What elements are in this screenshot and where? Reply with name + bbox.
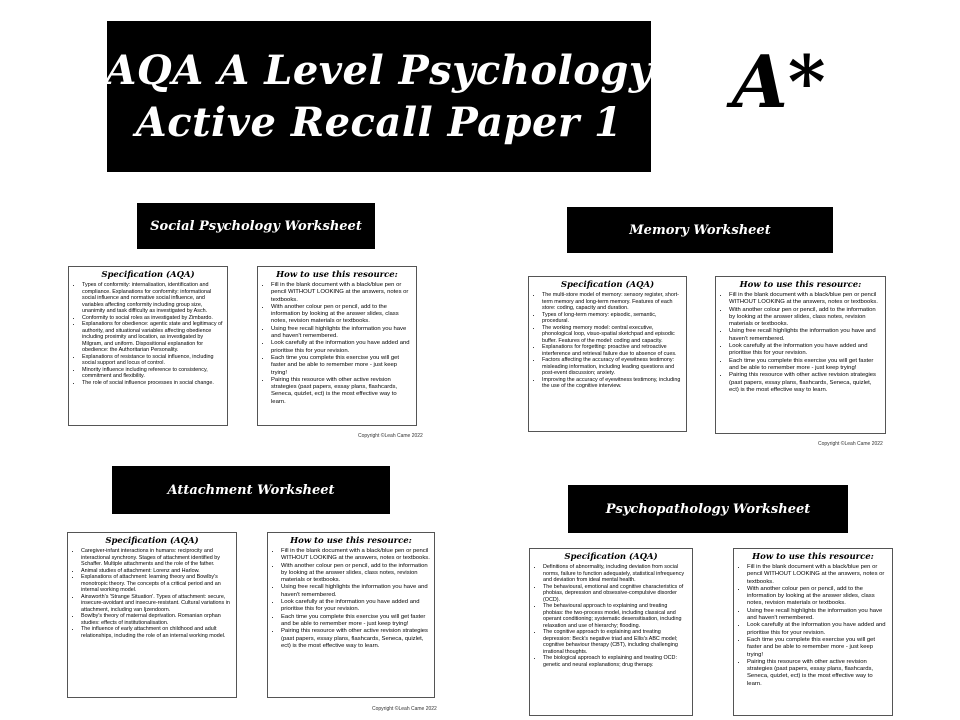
spec-item: • Explanations of attachment: learning theory and Bowlby's monotropic theory. The concepts of a critical period and an internal working model. [81, 574, 232, 594]
howto-item: • Fill in the blank document with a black/blue pen or pencil WITHOUT LOOKING at the answers, notes or textbooks. [729, 292, 881, 307]
social-spec-list [73, 282, 223, 386]
title-line-1: AQA A Level Psychology [105, 46, 653, 94]
howto-item: • Pairing this resource with other active revision strategies (past papers, essay plans, flashcards, Seneca, quizlet, ect) is the most effective way to learn. [747, 659, 888, 688]
howto-item: • With another colour pen or pencil, add to the information by looking at the answer slides, class notes, revision materials or textbooks. [747, 586, 888, 608]
spec-item: • The role of social influence processes in social change. [82, 380, 223, 387]
social-howto-card [257, 266, 417, 426]
attachment-copyright: Copyright ©Leah Came 2022 [372, 706, 437, 712]
attachment-howto-list [272, 548, 430, 650]
psychopathology-howto-heading: How to use this resource: [752, 552, 874, 562]
howto-item: • Using free recall highlights the information you have and haven't remembered. [271, 326, 412, 341]
attachment-spec-list [72, 548, 232, 639]
social-howto-heading: How to use this resource: [276, 270, 398, 280]
title-line-2: Active Recall Paper 1 [135, 98, 623, 146]
howto-item: • Pairing this resource with other active revision strategies (past papers, essay plans, flashcards, Seneca, quizlet, ect) is the most effective way to learn. [729, 372, 881, 394]
spec-item: • The influence of early attachment on childhood and adult relationships, including the role of an internal working model. [81, 626, 232, 639]
howto-item: • Each time you complete this exercise you will get faster and be able to remember more - just keep trying! [271, 355, 412, 377]
memory-spec-card [528, 276, 687, 432]
attachment-howto-card [267, 532, 435, 698]
howto-item: • With another colour pen or pencil, add to the information by looking at the answer slides, class notes, revision materials or textbooks. [271, 304, 412, 326]
psychopathology-worksheet-title: Psychopathology Worksheet [568, 485, 848, 533]
psychopathology-spec-list [534, 564, 688, 668]
psychopathology-spec-card [529, 548, 693, 716]
memory-howto-list [720, 292, 881, 394]
howto-item: • Each time you complete this exercise you will get faster and be able to remember more - just keep trying! [747, 637, 888, 659]
spec-item: • Explanations of resistance to social influence, including social support and locus of control. [82, 354, 223, 367]
howto-item: • With another colour pen or pencil, add to the information by looking at the answer slides, class notes, revision materials or textbooks. [729, 307, 881, 329]
spec-item: • Ainsworth's 'Strange Situation'. Types of attachment: secure, insecure-avoidant and insecure-resistant. Cultural variations in attachment, including van Ijzendoorn. [81, 594, 232, 614]
spec-item: • The working memory model: central executive, phonological loop, visuo-spatial sketchpad and episodic buffer. Features of the model: coding and capacity. [542, 325, 682, 345]
spec-item: • The multi-store model of memory: sensory register, short-term memory and long-term memory. Features of each store: coding, capacity and duration. [542, 292, 682, 312]
spec-item: • The behavioural approach to explaining and treating phobias: the two-process model, including classical and operant conditioning; systematic desensitisation, including relaxation and use of hierarchy; flooding. [543, 603, 688, 629]
memory-howto-heading: How to use this resource: [739, 280, 862, 290]
social-worksheet-title: Social Psychology Worksheet [137, 203, 375, 249]
spec-item: • The behavioural, emotional and cognitive characteristics of phobias, depression and obsessive-compulsive disorder (OCD). [543, 584, 688, 604]
spec-item: • The cognitive approach to explaining and treating depression: Beck's negative triad and Ellis's ABC model; cognitive behaviour therapy (CBT), including challenging irrational thoughts. [543, 629, 688, 655]
spec-item: • Caregiver-infant interactions in humans: reciprocity and interactional synchrony. Stages of attachment identified by Schaffer. Multiple attachments and the role of the father. [81, 548, 232, 568]
spec-item: • Conformity to social roles as investigated by Zimbardo. [82, 315, 223, 322]
spec-item: • Definitions of abnormality, including deviation from social norms, failure to function adequately, statistical infrequency and deviation from ideal mental health. [543, 564, 688, 584]
memory-spec-heading: Specification (AQA) [560, 280, 655, 290]
howto-item: • Using free recall highlights the information you have and haven't remembered. [729, 328, 881, 343]
spec-item: • Minority influence including reference to consistency, commitment and flexibility. [82, 367, 223, 380]
howto-item: • Fill in the blank document with a black/blue pen or pencil WITHOUT LOOKING at the answers, notes or textbooks. [281, 548, 430, 563]
howto-item: • Using free recall highlights the information you have and haven't remembered. [747, 608, 888, 623]
attachment-spec-card [67, 532, 237, 698]
howto-item: • Look carefully at the information you have added and prioritise this for your revision. [281, 599, 430, 614]
spec-item: • Types of long-term memory: episodic, semantic, procedural. [542, 312, 682, 325]
psychopathology-howto-card [733, 548, 893, 716]
howto-item: • Using free recall highlights the information you have and haven't remembered. [281, 584, 430, 599]
grade-label: A* [732, 39, 826, 124]
social-spec-heading: Specification (AQA) [101, 270, 195, 280]
howto-item: • Pairing this resource with other active revision strategies (past papers, essay plans, flashcards, Seneca, quizlet, ect) is the most effective way to learn. [271, 377, 412, 406]
spec-item: • Explanations for obedience: agentic state and legitimacy of authority, and situational variables affecting obedience including proximity and location, as investigated by Milgram, and uniform. Dispositional explanation for obedience: the Authoritarian Personality. [82, 321, 223, 354]
attachment-spec-heading: Specification (AQA) [105, 536, 199, 546]
memory-worksheet-title: Memory Worksheet [567, 207, 833, 253]
spec-item: • Factors affecting the accuracy of eyewitness testimony: misleading information, including leading questions and post-event discussion; anxiety. [542, 357, 682, 377]
howto-item: • Fill in the blank document with a black/blue pen or pencil WITHOUT LOOKING at the answers, notes or textbooks. [271, 282, 412, 304]
howto-item: • Each time you complete this exercise you will get faster and be able to remember more - just keep trying! [729, 358, 881, 373]
memory-howto-card [715, 276, 886, 434]
spec-item: • Improving the accuracy of eyewitness testimony, including the use of the cognitive interview. [542, 377, 682, 390]
howto-item: • Pairing this resource with other active revision strategies (past papers, essay plans, flashcards, Seneca, quizlet, ect) is the most effective way to learn. [281, 628, 430, 650]
spec-item: • The biological approach to explaining and treating OCD: genetic and neural explanations; drug therapy. [543, 655, 688, 668]
spec-item: • Types of conformity: internalisation, identification and compliance. Explanations for conformity: informational social influence and normative social influence, and variables affecting conformity including group size, unanimity and task difficulty as investigated by Asch. [82, 282, 223, 315]
social-copyright: Copyright ©Leah Came 2022 [358, 433, 423, 439]
attachment-worksheet-title: Attachment Worksheet [112, 466, 390, 514]
main-title-banner [107, 21, 651, 172]
spec-item: • Animal studies of attachment: Lorenz and Harlow. [81, 568, 232, 575]
psychopathology-spec-heading: Specification (AQA) [564, 552, 658, 562]
social-spec-card [68, 266, 228, 426]
psychopathology-howto-list [738, 564, 888, 688]
memory-spec-list [533, 292, 682, 390]
howto-item: • Look carefully at the information you have added and prioritise this for your revision. [747, 622, 888, 637]
spec-item: • Bowlby's theory of maternal deprivation. Romanian orphan studies: effects of institutionalisation. [81, 613, 232, 626]
howto-item: • With another colour pen or pencil, add to the information by looking at the answer slides, class notes, revision materials or textbooks. [281, 563, 430, 585]
memory-copyright: Copyright ©Leah Came 2022 [818, 441, 883, 447]
howto-item: • Each time you complete this exercise you will get faster and be able to remember more - just keep trying! [281, 614, 430, 629]
attachment-howto-heading: How to use this resource: [290, 536, 412, 546]
howto-item: • Look carefully at the information you have added and prioritise this for your revision. [729, 343, 881, 358]
spec-item: • Explanations for forgetting: proactive and retroactive interference and retrieval failure due to absence of cues. [542, 344, 682, 357]
howto-item: • Fill in the blank document with a black/blue pen or pencil WITHOUT LOOKING at the answers, notes or textbooks. [747, 564, 888, 586]
social-howto-list [262, 282, 412, 406]
howto-item: • Look carefully at the information you have added and prioritise this for your revision. [271, 340, 412, 355]
